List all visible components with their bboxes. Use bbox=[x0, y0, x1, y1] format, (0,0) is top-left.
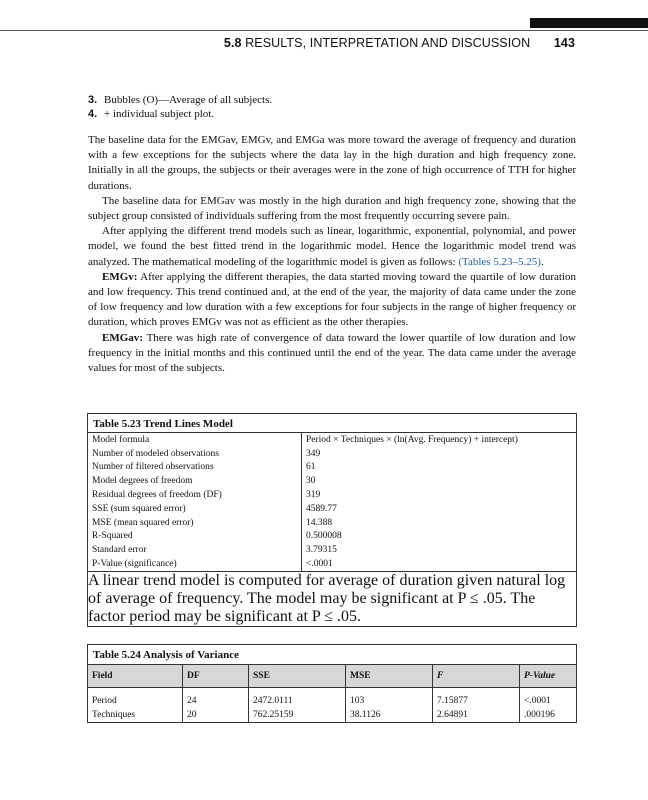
paragraph-emgv bbox=[88, 270, 576, 331]
row-label: Standard error bbox=[88, 543, 302, 557]
table-5-24 bbox=[87, 644, 577, 723]
emgav-text: There was high rate of convergence of data toward the lower quartile of low duration and low frequency in the initial months and this continued until the end of the year. The data came under the average values for most of the subjects. bbox=[88, 331, 576, 375]
cell: 2472.0111 bbox=[249, 688, 346, 709]
paragraph-1: The baseline data for the EMGav, EMGv, and EMGa was more toward the average of frequency and duration with a few exceptions for the subjects where the data lay in the high duration and high frequency zone. Initially in all the groups, the subjects or their averages were in the zone of high occurrence of TTH for higher durations. bbox=[88, 134, 576, 192]
paragraph-3-text: After applying the different trend models such as linear, logarithmic, exponential, polynomial, and power model, we found the best fitted trend in the logarithmic model. Hence the logarithmic model trend was analyzed. The mathematical modeling of the logarithmic model is given as follows: bbox=[88, 225, 576, 268]
paragraph-emgav bbox=[88, 331, 576, 377]
col-header-field: Field bbox=[88, 665, 183, 688]
trend-lines-table bbox=[88, 432, 576, 572]
row-label: MSE (mean squared error) bbox=[88, 516, 302, 530]
paragraph-2: The baseline data for EMGav was mostly in the high duration and high frequency zone, showing that the subject group consisted of individuals suffering from the most frequently occurring severe pain. bbox=[88, 194, 576, 223]
cell: 20 bbox=[183, 708, 249, 722]
cell: <.0001 bbox=[524, 696, 551, 706]
row-label: SSE (sum squared error) bbox=[88, 502, 302, 516]
table-row bbox=[88, 557, 576, 571]
tables-cross-reference-link[interactable]: (Tables 5.23–5.25) bbox=[458, 255, 541, 268]
table-5-24-title: Table 5.24 Analysis of Variance bbox=[93, 649, 239, 661]
table-5-23-title: Table 5.23 Trend Lines Model bbox=[93, 418, 233, 430]
col-header-df: DF bbox=[183, 665, 249, 688]
row-label: P-Value (significance) bbox=[88, 557, 302, 571]
table-row bbox=[88, 488, 576, 502]
cell: 24 bbox=[183, 688, 249, 709]
table-row bbox=[88, 543, 576, 557]
col-header-p-value: P-Value bbox=[520, 665, 577, 688]
row-label: Model degrees of freedom bbox=[88, 474, 302, 488]
row-label: Number of filtered observations bbox=[88, 461, 302, 475]
table-5-23 bbox=[87, 413, 577, 627]
row-label: R-Squared bbox=[88, 530, 302, 544]
running-head bbox=[224, 36, 575, 50]
col-header-mse: MSE bbox=[346, 665, 433, 688]
row-value: <.0001 bbox=[302, 557, 577, 571]
row-label: Number of modeled observations bbox=[88, 447, 302, 461]
page-number: 143 bbox=[553, 36, 575, 50]
table-row bbox=[88, 688, 576, 709]
table-5-23-footnote: A linear trend model is computed for average of duration given natural log of average of frequency. The model may be significant at P ≤ .05. The factor period may be significant at P ≤ .05. bbox=[88, 571, 566, 625]
table-row bbox=[88, 516, 576, 530]
section-number: 5.8 bbox=[223, 36, 242, 50]
col-header-f: F bbox=[433, 665, 520, 688]
list-number: 3. bbox=[88, 94, 98, 106]
paragraph-3 bbox=[88, 224, 576, 270]
cell: 2.64891 bbox=[433, 708, 520, 722]
table-header-row bbox=[88, 665, 576, 688]
row-value: 319 bbox=[306, 490, 321, 501]
row-value: 0.500008 bbox=[306, 531, 342, 542]
list-number: 4. bbox=[88, 108, 98, 120]
list-text: Bubbles (O)—Average of all subjects. bbox=[104, 94, 273, 106]
row-value: 30 bbox=[306, 476, 316, 487]
row-value: Period × Techniques × (ln(Avg. Frequency) + intercept) bbox=[302, 433, 577, 447]
row-value: 349 bbox=[306, 448, 321, 459]
table-row bbox=[88, 708, 576, 722]
cell: 7.15877 bbox=[433, 688, 520, 709]
table-row bbox=[88, 461, 576, 475]
section-title: RESULTS, INTERPRETATION AND DISCUSSION bbox=[245, 36, 531, 50]
col-header-sse: SSE bbox=[249, 665, 346, 688]
header-black-bar bbox=[530, 18, 648, 28]
row-label: Model formula bbox=[88, 433, 302, 447]
table-row bbox=[88, 502, 576, 516]
table-row bbox=[88, 530, 576, 544]
cell: 38.1126 bbox=[346, 708, 433, 722]
row-label: Residual degrees of freedom (DF) bbox=[88, 488, 302, 502]
anova-table bbox=[88, 664, 576, 722]
table-row bbox=[88, 474, 576, 488]
table-row bbox=[88, 433, 576, 447]
list-text: + individual subject plot. bbox=[104, 108, 215, 120]
emgv-text: After applying the different therapies, the data started moving toward the quartile of low duration and low frequency. This trend continued and, at the end of the year, the majority of data came under the zone of low frequency and low duration with a few exceptions for four subjects in the range of higher frequency or duration, which proves EMGv was not as efficient as the other therapies. bbox=[88, 270, 576, 329]
cell: 762.25159 bbox=[249, 708, 346, 722]
paragraph-3-end: . bbox=[540, 255, 544, 268]
row-value: 14.388 bbox=[306, 517, 333, 528]
row-value: 61 bbox=[306, 462, 316, 473]
body-text bbox=[88, 133, 576, 376]
emgv-lead: EMGv: bbox=[102, 270, 138, 283]
cell: Techniques bbox=[88, 708, 183, 722]
table-row bbox=[88, 447, 576, 461]
header-rule bbox=[0, 30, 648, 31]
row-value: 4589.77 bbox=[306, 503, 337, 514]
list-item bbox=[88, 107, 272, 121]
numbered-list bbox=[88, 93, 272, 121]
emgav-lead: EMGav: bbox=[102, 331, 143, 344]
cell: Period bbox=[88, 688, 183, 709]
row-value: 3.79315 bbox=[306, 545, 337, 556]
cell: 103 bbox=[346, 688, 433, 709]
cell: .000196 bbox=[524, 710, 555, 720]
list-item bbox=[88, 93, 272, 107]
